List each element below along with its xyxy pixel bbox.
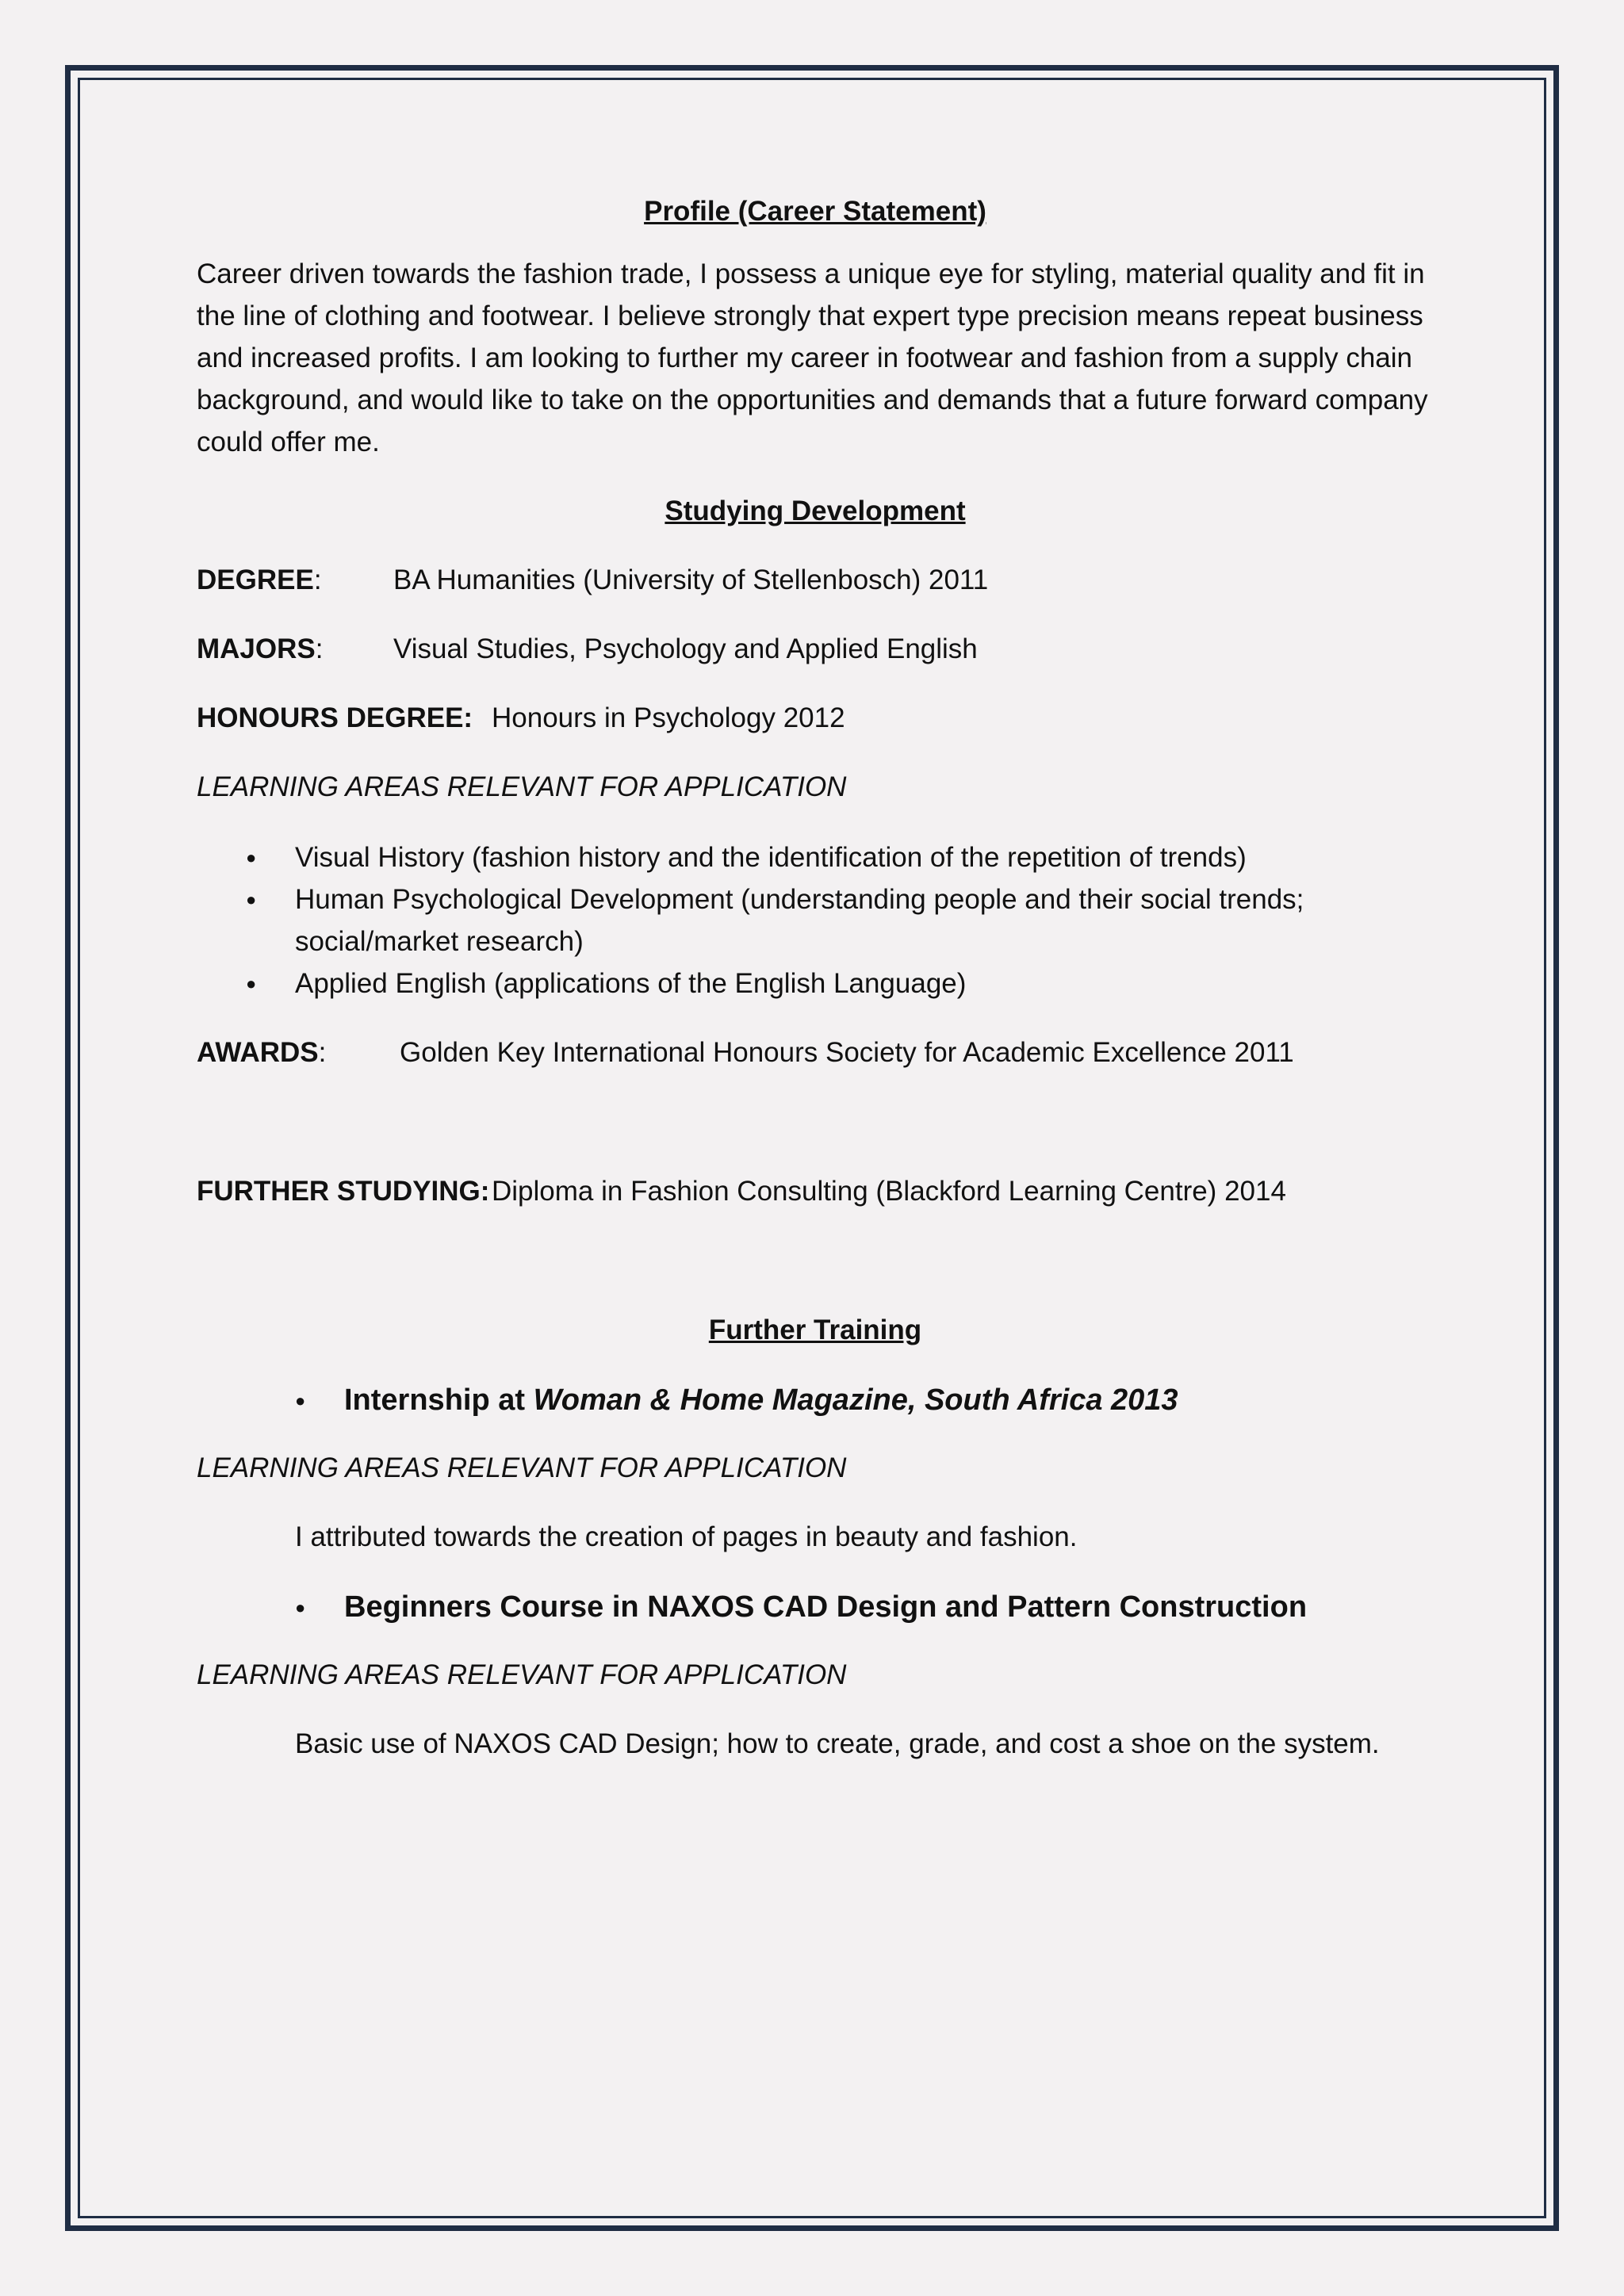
training-heading: Further Training [708, 1314, 922, 1345]
profile-text: Career driven towards the fashion trade, I possess a unique eye for styling, material quality and fit in the line of clothing and footwear. I believe strongly that expert type precision means repeat business and increased profits. I am looking to further my career in footwear and fashion from a supply chain background, and would like to take on the opportunities and demands that a future forward company could offer me. [197, 258, 1428, 457]
learning-areas-label-3: LEARNING AREAS RELEVANT FOR APPLICATION [197, 1659, 847, 1690]
degree-colon: : [313, 564, 322, 595]
majors-label: MAJORS [197, 633, 316, 664]
awards-row [197, 1031, 1434, 1073]
majors-label-wrap [197, 628, 393, 670]
degree-label: DEGREE [197, 564, 314, 595]
list-item: ● Applied English (applications of the English Language) [197, 962, 1434, 1004]
learning-areas-list [197, 836, 1434, 1004]
profile-heading: Profile (Career Statement) [644, 196, 986, 227]
awards-colon: : [318, 1037, 327, 1068]
honours-row [197, 697, 1434, 739]
further-studying-label: FURTHER STUDYING: [197, 1176, 490, 1207]
internship-prefix: Internship at [344, 1383, 526, 1417]
degree-label-wrap [197, 559, 393, 601]
training-item-internship [197, 1380, 1434, 1422]
studying-heading: Studying Development [665, 496, 966, 526]
further-studying-row [197, 1170, 1434, 1212]
honours-value: Honours in Psychology 2012 [492, 702, 845, 733]
resume-content [197, 190, 1434, 1765]
majors-row [197, 628, 1434, 670]
naxos-course-title: Beginners Course in NAXOS CAD Design and Pattern Construction [344, 1590, 1308, 1624]
internship-description: I attributed towards the creation of pages in beauty and fashion. [295, 1521, 1078, 1552]
awards-value: Golden Key International Honours Society for Academic Excellence 2011 [400, 1037, 1294, 1068]
training-item-naxos [197, 1586, 1434, 1628]
majors-colon: : [315, 633, 324, 664]
list-item: ● Human Psychological Development (understanding people and their social trends; social/market research) [197, 878, 1434, 962]
degree-value: BA Humanities (University of Stellenbosch) 2011 [393, 564, 989, 595]
internship-title: Woman & Home Magazine, South Africa 2013 [533, 1383, 1178, 1417]
learning-areas-label-1: LEARNING AREAS RELEVANT FOR APPLICATION [197, 771, 847, 802]
learning-areas-label-2: LEARNING AREAS RELEVANT FOR APPLICATION [197, 1452, 847, 1483]
awards-label-wrap [197, 1031, 400, 1073]
list-item: ● Visual History (fashion history and the identification of the repetition of trends) [197, 836, 1434, 878]
awards-label: AWARDS [197, 1037, 319, 1068]
honours-label: HONOURS DEGREE: [197, 702, 473, 733]
further-studying-value: Diploma in Fashion Consulting (Blackford Learning Centre) 2014 [492, 1176, 1286, 1207]
degree-row [197, 559, 1434, 601]
majors-value: Visual Studies, Psychology and Applied English [393, 633, 978, 664]
naxos-description: Basic use of NAXOS CAD Design; how to create, grade, and cost a shoe on the system. [295, 1728, 1380, 1759]
